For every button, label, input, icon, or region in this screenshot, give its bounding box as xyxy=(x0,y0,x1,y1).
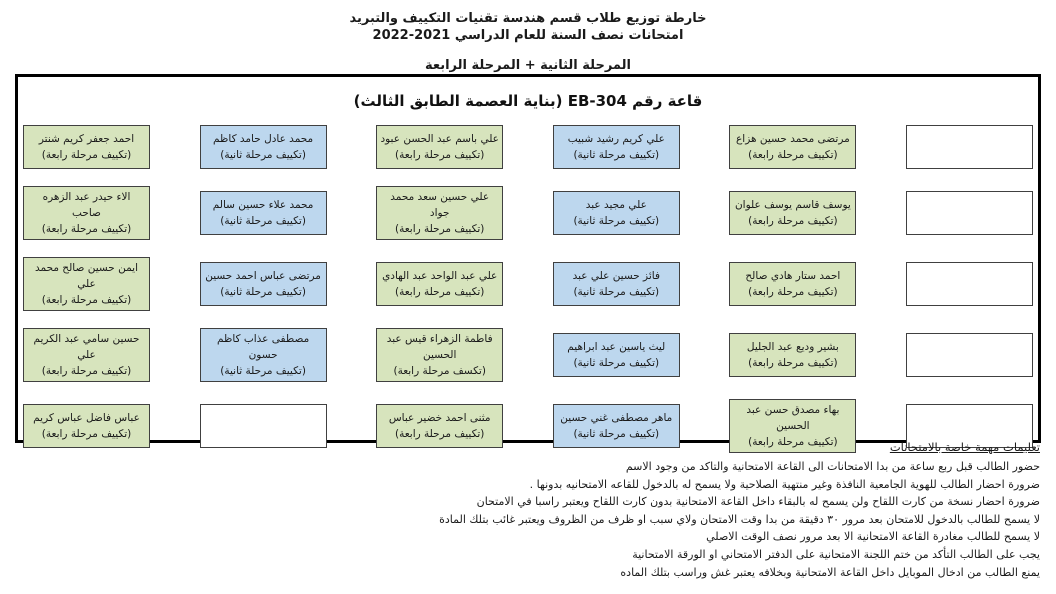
seat-r3c1 xyxy=(23,257,150,311)
student-stage: (تكييف مرحلة ثانية) xyxy=(573,286,660,298)
student-stage: (تكييف مرحلة رابعة) xyxy=(394,428,485,440)
student-name: علي باسم عبد الحسن عبود xyxy=(380,133,499,145)
seat-r1c3 xyxy=(376,125,503,169)
seat-r2c5 xyxy=(729,191,856,235)
student-name: مصطفى عذاب كاظم حسون xyxy=(216,333,310,361)
student-name: محمد عادل حامد كاظم xyxy=(213,133,314,145)
seat-r4c3 xyxy=(376,328,503,382)
student-stage: (تكييف مرحلة رابعة) xyxy=(748,436,838,448)
document-title-line2: امتحانات نصف السنة للعام الدراسي 2021-2022 xyxy=(372,28,684,43)
student-stage: (تكييف مرحلة رابعة) xyxy=(41,428,132,440)
student-name: علي حسين سعد محمد جواد xyxy=(390,191,490,219)
student-name: احمد جعفر كريم شنتر xyxy=(38,133,135,145)
student-stage: (تكييف مرحلة ثانية) xyxy=(573,428,660,440)
student-name: احمد ستار هادي صالح xyxy=(745,270,841,282)
seat-row-4 xyxy=(18,328,1038,382)
seat-r1c4 xyxy=(553,125,680,169)
student-stage: (تكييف مرحلة ثانية) xyxy=(220,286,306,298)
instruction-line: ضرورة احضار نسخة من كارت اللقاح ولن يسمح له بالبقاء داخل القاعة الامتحانية بدون كارت اللقاح ويعتبر راسبا في الامتحان xyxy=(476,495,1040,509)
seat-r2c4 xyxy=(553,191,680,235)
seat-row-1 xyxy=(18,125,1038,169)
student-name: علي مجيد عبد xyxy=(585,199,647,211)
seat-r1c6-empty xyxy=(906,125,1033,169)
student-stage: (تكييف مرحلة رابعة) xyxy=(41,149,132,161)
student-name: مرتضى عباس احمد حسين xyxy=(205,270,321,282)
document-header xyxy=(0,10,1056,73)
seat-r4c6-empty xyxy=(906,333,1033,377)
student-name: علي كريم رشيد شبيب xyxy=(567,133,665,145)
student-name: فاطمة الزهراء قيس عبد الحسين xyxy=(386,333,493,361)
student-stage: (تكييف مرحلة رابعة) xyxy=(748,357,838,369)
student-stage: (تكييف مرحلة رابعة) xyxy=(748,149,838,161)
student-stage: (تكييف مرحلة رابعة) xyxy=(394,286,485,298)
student-stage: (تكييف مرحلة ثانية) xyxy=(220,365,306,377)
student-name: الاء حيدر عبد الزهره صاحب xyxy=(42,191,131,219)
seat-r2c6-empty xyxy=(906,191,1033,235)
student-stage: (تكييف مرحلة ثانية) xyxy=(220,215,306,227)
student-stage: (تكييف مرحلة رابعة) xyxy=(41,365,132,377)
seat-r4c5 xyxy=(729,333,856,377)
seat-r3c2 xyxy=(200,262,327,306)
instruction-line: ضرورة احضار الطالب للهوية الجامعية النافذة وغير منتهية الصلاحية ولا يسمح له بالدخول للقاعه الامتحانيه بدونها . xyxy=(529,477,1040,491)
student-name: علي عبد الواحد عبد الهادي xyxy=(382,270,498,282)
instruction-line: لا يسمح للطالب مغادرة القاعة الامتحانية الا بعد مرور نصف الوقت الاصلي xyxy=(706,530,1040,544)
student-name: يوسف قاسم يوسف علوان xyxy=(734,199,851,211)
student-stage: (تكييف مرحلة ثانية) xyxy=(573,149,660,161)
student-stage: (تكييف مرحلة ثانية) xyxy=(220,149,306,161)
exam-instructions xyxy=(110,440,1040,581)
student-name: ليث ياسين عبد ابراهيم xyxy=(567,341,666,353)
instruction-line: يجب على الطالب التأكد من ختم اللجنة الامتحانية على الدفتر الامتحاني او الورقة الامتحانية xyxy=(632,547,1040,561)
seat-r2c1 xyxy=(23,186,150,240)
seat-r3c6-empty xyxy=(906,262,1033,306)
student-stage: (تكييف مرحلة رابعة) xyxy=(41,294,132,306)
student-stage: (تكييف مرحلة رابعة) xyxy=(394,149,485,161)
seat-r3c3 xyxy=(376,262,503,306)
student-name: مرتضى محمد حسين هزاع xyxy=(736,133,850,145)
student-name: ماهر مصطفى غني حسين xyxy=(560,412,673,424)
student-stage: (تكييف مرحلة ثانية) xyxy=(573,357,660,369)
instruction-line: لا يسمح للطالب بالدخول للامتحان بعد مرور ٣٠ دقيقة من بدا وقت الامتحان ولاي سبب او ظرف من الظروف ويعتبر غائب بتلك المادة xyxy=(439,512,1040,526)
instructions-title: تعليمات مهمة خاصة بالامتحانات xyxy=(889,440,1040,454)
student-name: بهاء مصدق حسن عبد الحسين xyxy=(746,404,840,432)
seat-r1c1 xyxy=(23,125,150,169)
seat-row-2 xyxy=(18,186,1038,240)
seat-r4c4 xyxy=(553,333,680,377)
student-name: عباس فاضل عباس كريم xyxy=(33,412,140,424)
seat-r3c4 xyxy=(553,262,680,306)
student-stage: (تكييف مرحلة ثانية) xyxy=(573,215,660,227)
hall-title: قاعة رقم EB-304 (بناية العصمة الطابق الثالث) xyxy=(353,92,703,110)
student-stage: (تكييف مرحلة رابعة) xyxy=(41,223,132,235)
student-name: مثنى احمد خضير عباس xyxy=(388,412,491,424)
seat-r1c5 xyxy=(729,125,856,169)
seat-r2c3 xyxy=(376,186,503,240)
student-stage: (تكييف مرحلة رابعة) xyxy=(394,223,485,235)
document-title-line3: المرحلة الثانية + المرحلة الرابعة xyxy=(425,58,631,73)
document-title-line1: خارطة توزيع طلاب قسم هندسة تقنيات التكييف والتبريد xyxy=(349,11,707,26)
student-name: بشير وديع عبد الجليل xyxy=(746,341,839,353)
seat-row-3 xyxy=(18,257,1038,311)
seat-r1c2 xyxy=(200,125,327,169)
student-name: حسين سامي عبد الكريم علي xyxy=(33,333,140,361)
seat-r3c5 xyxy=(729,262,856,306)
student-name: محمد علاء حسين سالم xyxy=(212,199,314,211)
student-stage: (تكييف مرحلة رابعة) xyxy=(748,215,838,227)
instruction-line: يمنع الطالب من ادخال الموبايل داخل القاعة الامتحانية وبخلافه يعتبر غش وراسب بتلك الماده xyxy=(620,565,1040,579)
seat-r4c1 xyxy=(23,328,150,382)
student-name: ايمن حسين صالح محمد علي xyxy=(34,262,138,290)
student-name: فائز حسين علي عبد xyxy=(572,270,660,282)
seat-r2c2 xyxy=(200,191,327,235)
instruction-line: حضور الطالب قبل ربع ساعة من بدا الامتحانات الى القاعة الامتحانية والتاكد من وجود الاسم xyxy=(625,460,1040,473)
seat-r4c2 xyxy=(200,328,327,382)
student-stage: (تكييف مرحلة رابعة) xyxy=(748,286,838,298)
student-stage: (تكسف مرحلة رابعة) xyxy=(393,365,486,377)
